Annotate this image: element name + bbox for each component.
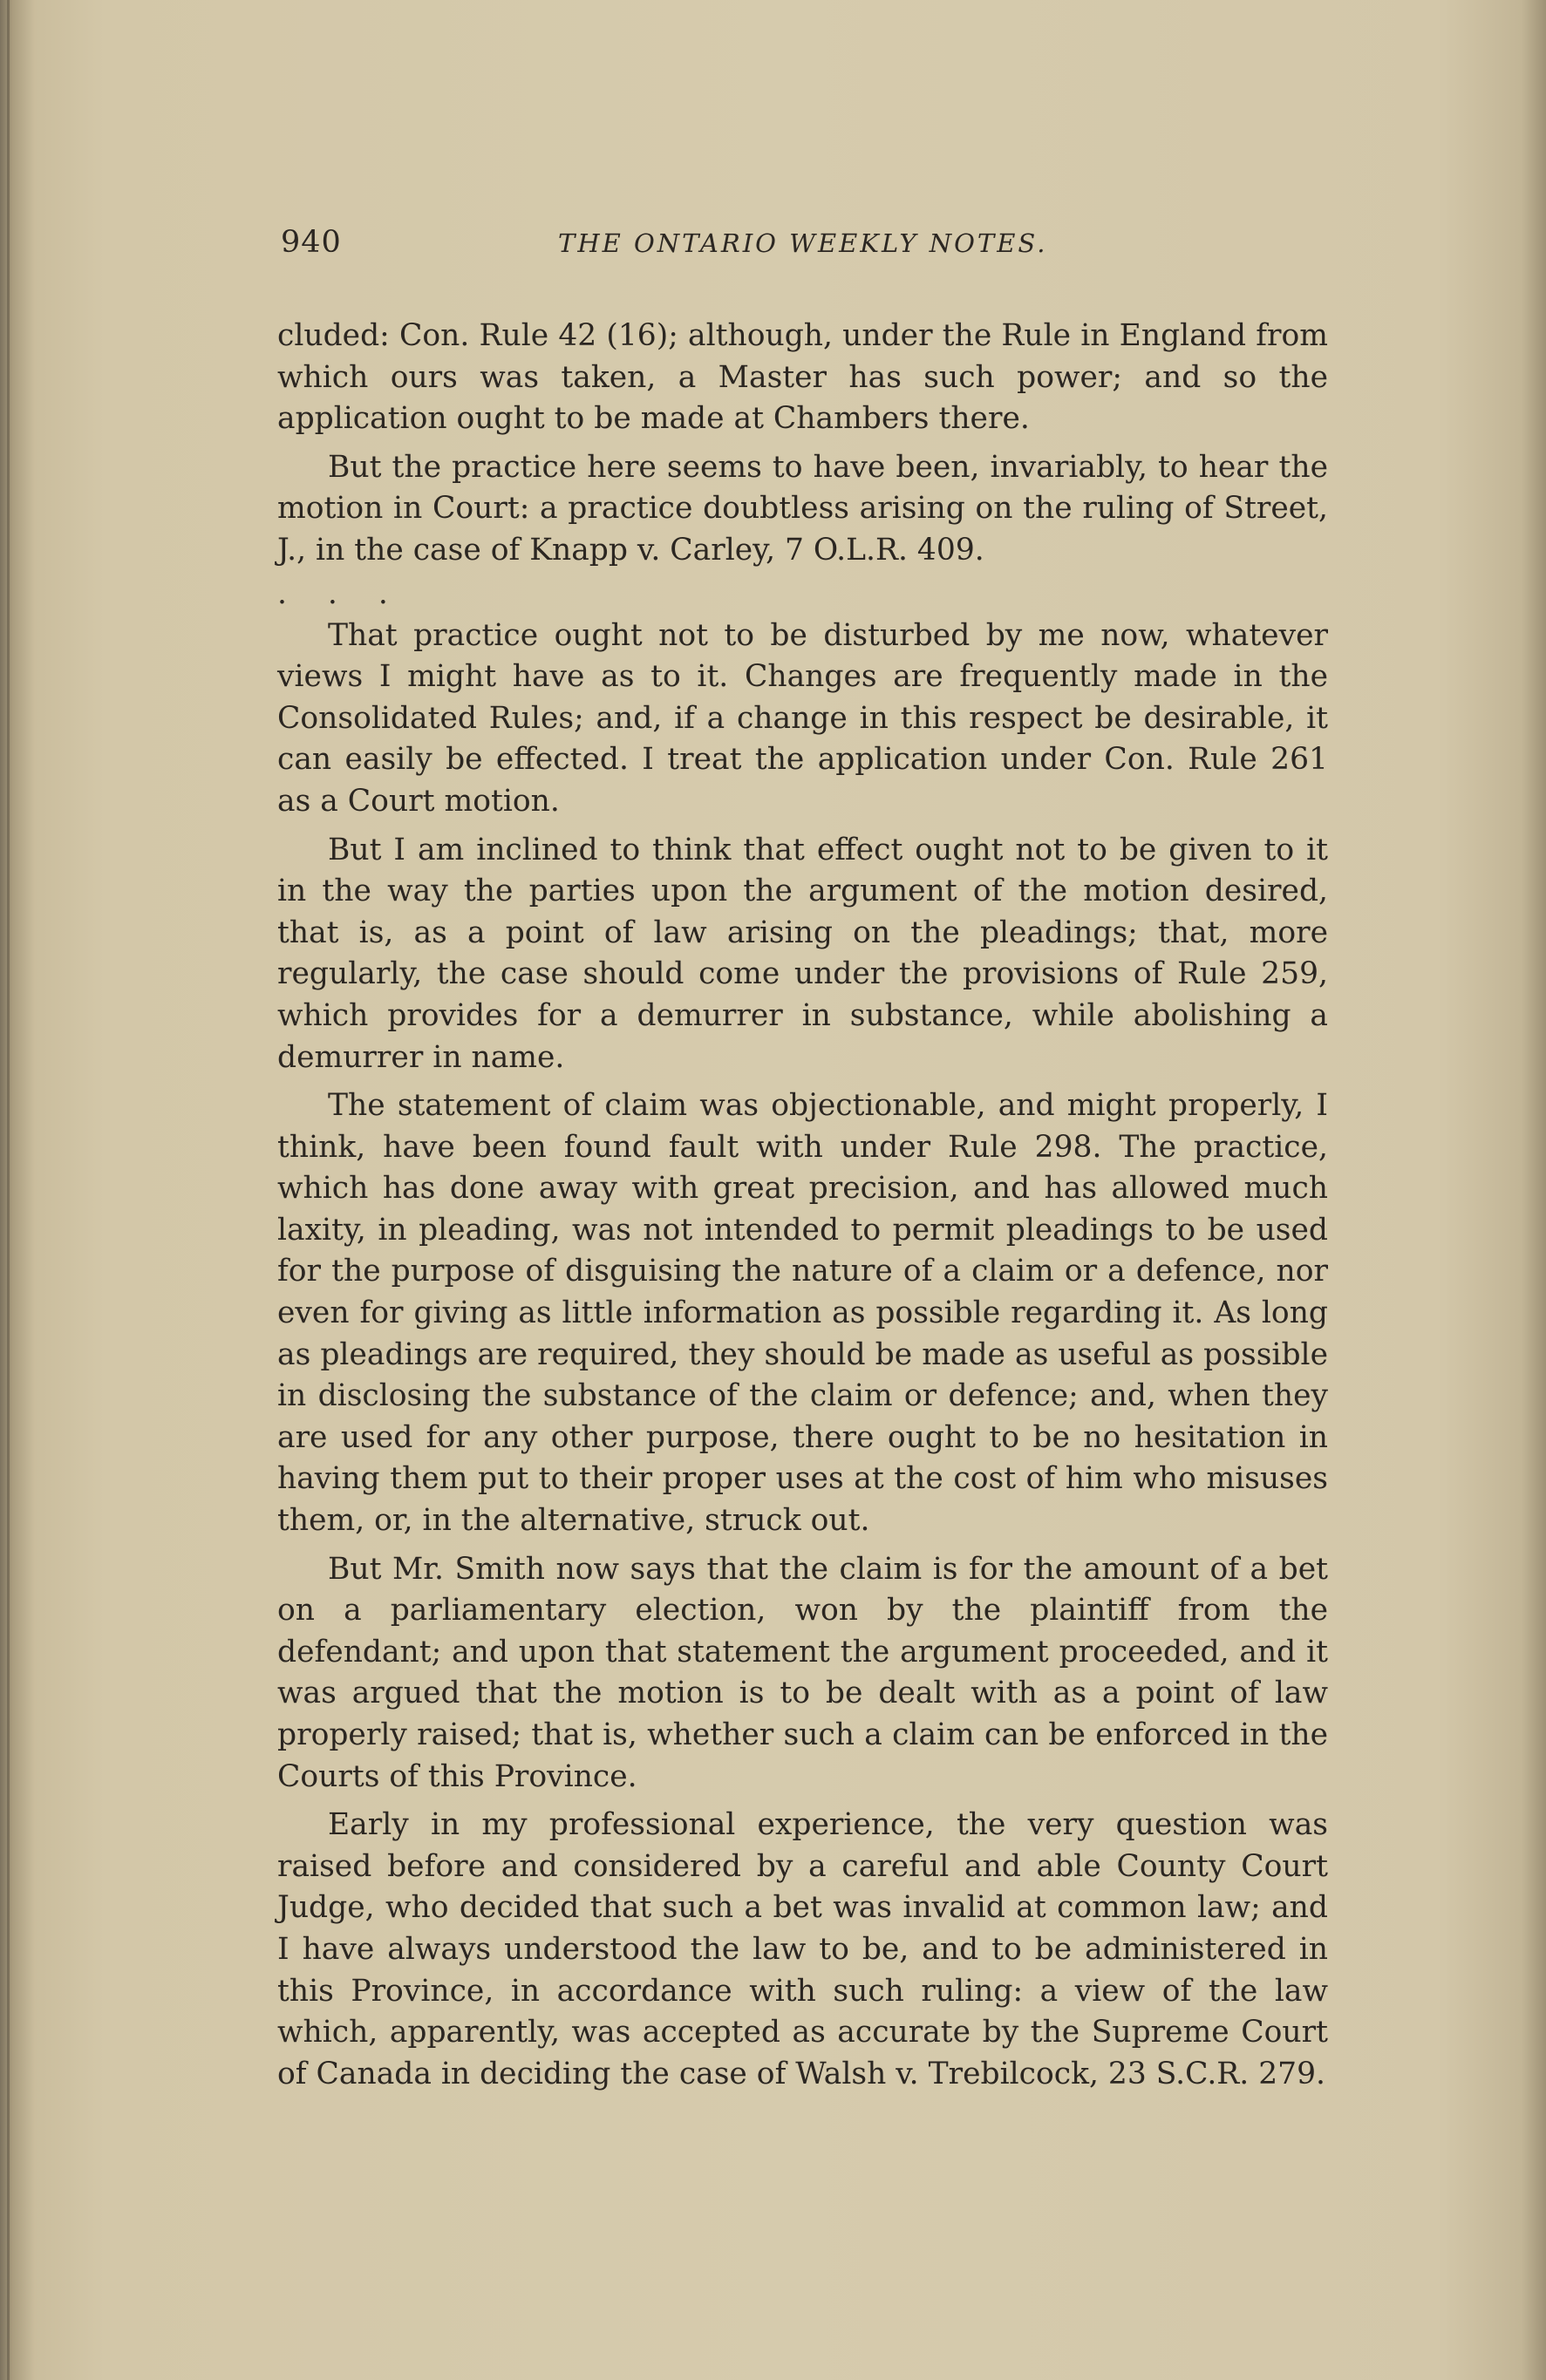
running-head — [281, 225, 1327, 269]
paragraph-continuation: cluded: Con. Rule 42 (16); although, under the Rule in England from which ours was taken, a Master has such power; and so the application ought to be made at Chambers there. — [277, 318, 1328, 437]
body-text — [277, 316, 1328, 2102]
paragraph-practice-court: But the practice here seems to have been, invariably, to hear the motion in Court: a practice doubtless arising on the ruling of Street, J., in the case of Knapp v. Carley, 7 O.L.R. 409. — [277, 449, 1328, 568]
paragraph-election-bet: But Mr. Smith now says that the claim is for the amount of a bet on a parliamentary election, won by the plaintiff from the defendant; and upon that statement the argument proceeded, and it was argued that the motion is to be dealt with as a point of law properly raised; that is, whether such a claim can be enforced in the Courts of this Province. — [277, 1551, 1328, 1794]
journal-title: THE ONTARIO WEEKLY NOTES. — [558, 228, 1048, 258]
paragraph-demurrer: But I am inclined to think that effect ought not to be given to it in the way the parties upon the argument of the motion desired, that is, as a point of law arising on the pleadings; that, more regularly, the case should come under the provisions of Rule 259, which provides for a demurrer in substance, while abolishing a demurrer in name. — [277, 832, 1328, 1075]
ellipsis-marker: . . . — [277, 575, 404, 611]
paragraph-practice-undisturbed: That practice ought not to be disturbed by me now, whatever views I might have as to it. Changes are frequently made in the Consolidated Rules; and, if a change in this respect be desirable, it can easily be effected. I treat the application under Con. Rule 261 as a Court motion. — [277, 617, 1328, 819]
paragraph-professional-experience: Early in my professional experience, the very question was raised before and considered by a careful and able County Court Judge, who decided that such a bet was invalid at common law; and I have always understood the law to be, and to be administered in this Province, in accordance with such ruling: a view of the law which, apparently, was accepted as accurate by the Supreme Court of Canada in deciding the case of Walsh v. Trebilcock, 23 S.C.R. 279. — [277, 1807, 1328, 2091]
page-number: 940 — [281, 225, 342, 260]
binding-gutter — [7, 0, 10, 2380]
paragraph-statement-of-claim: The statement of claim was objectionable, and might properly, I think, have been found fault with under Rule 298. The practice, which has done away with great precision, and has allowed much laxity, in pleading, was not intended to permit pleadings to be used for the purpose of disguising the nature of a claim or a defence, nor even for giving as little information as possible regarding it. As long as pleadings are required, they should be made as useful as possible in disclosing the substance of the claim or defence; and, when they are used for any other purpose, there ought to be no hesitation in having them put to their proper uses at the cost of him who misuses them, or, in the alternative, struck out. — [277, 1088, 1328, 1539]
